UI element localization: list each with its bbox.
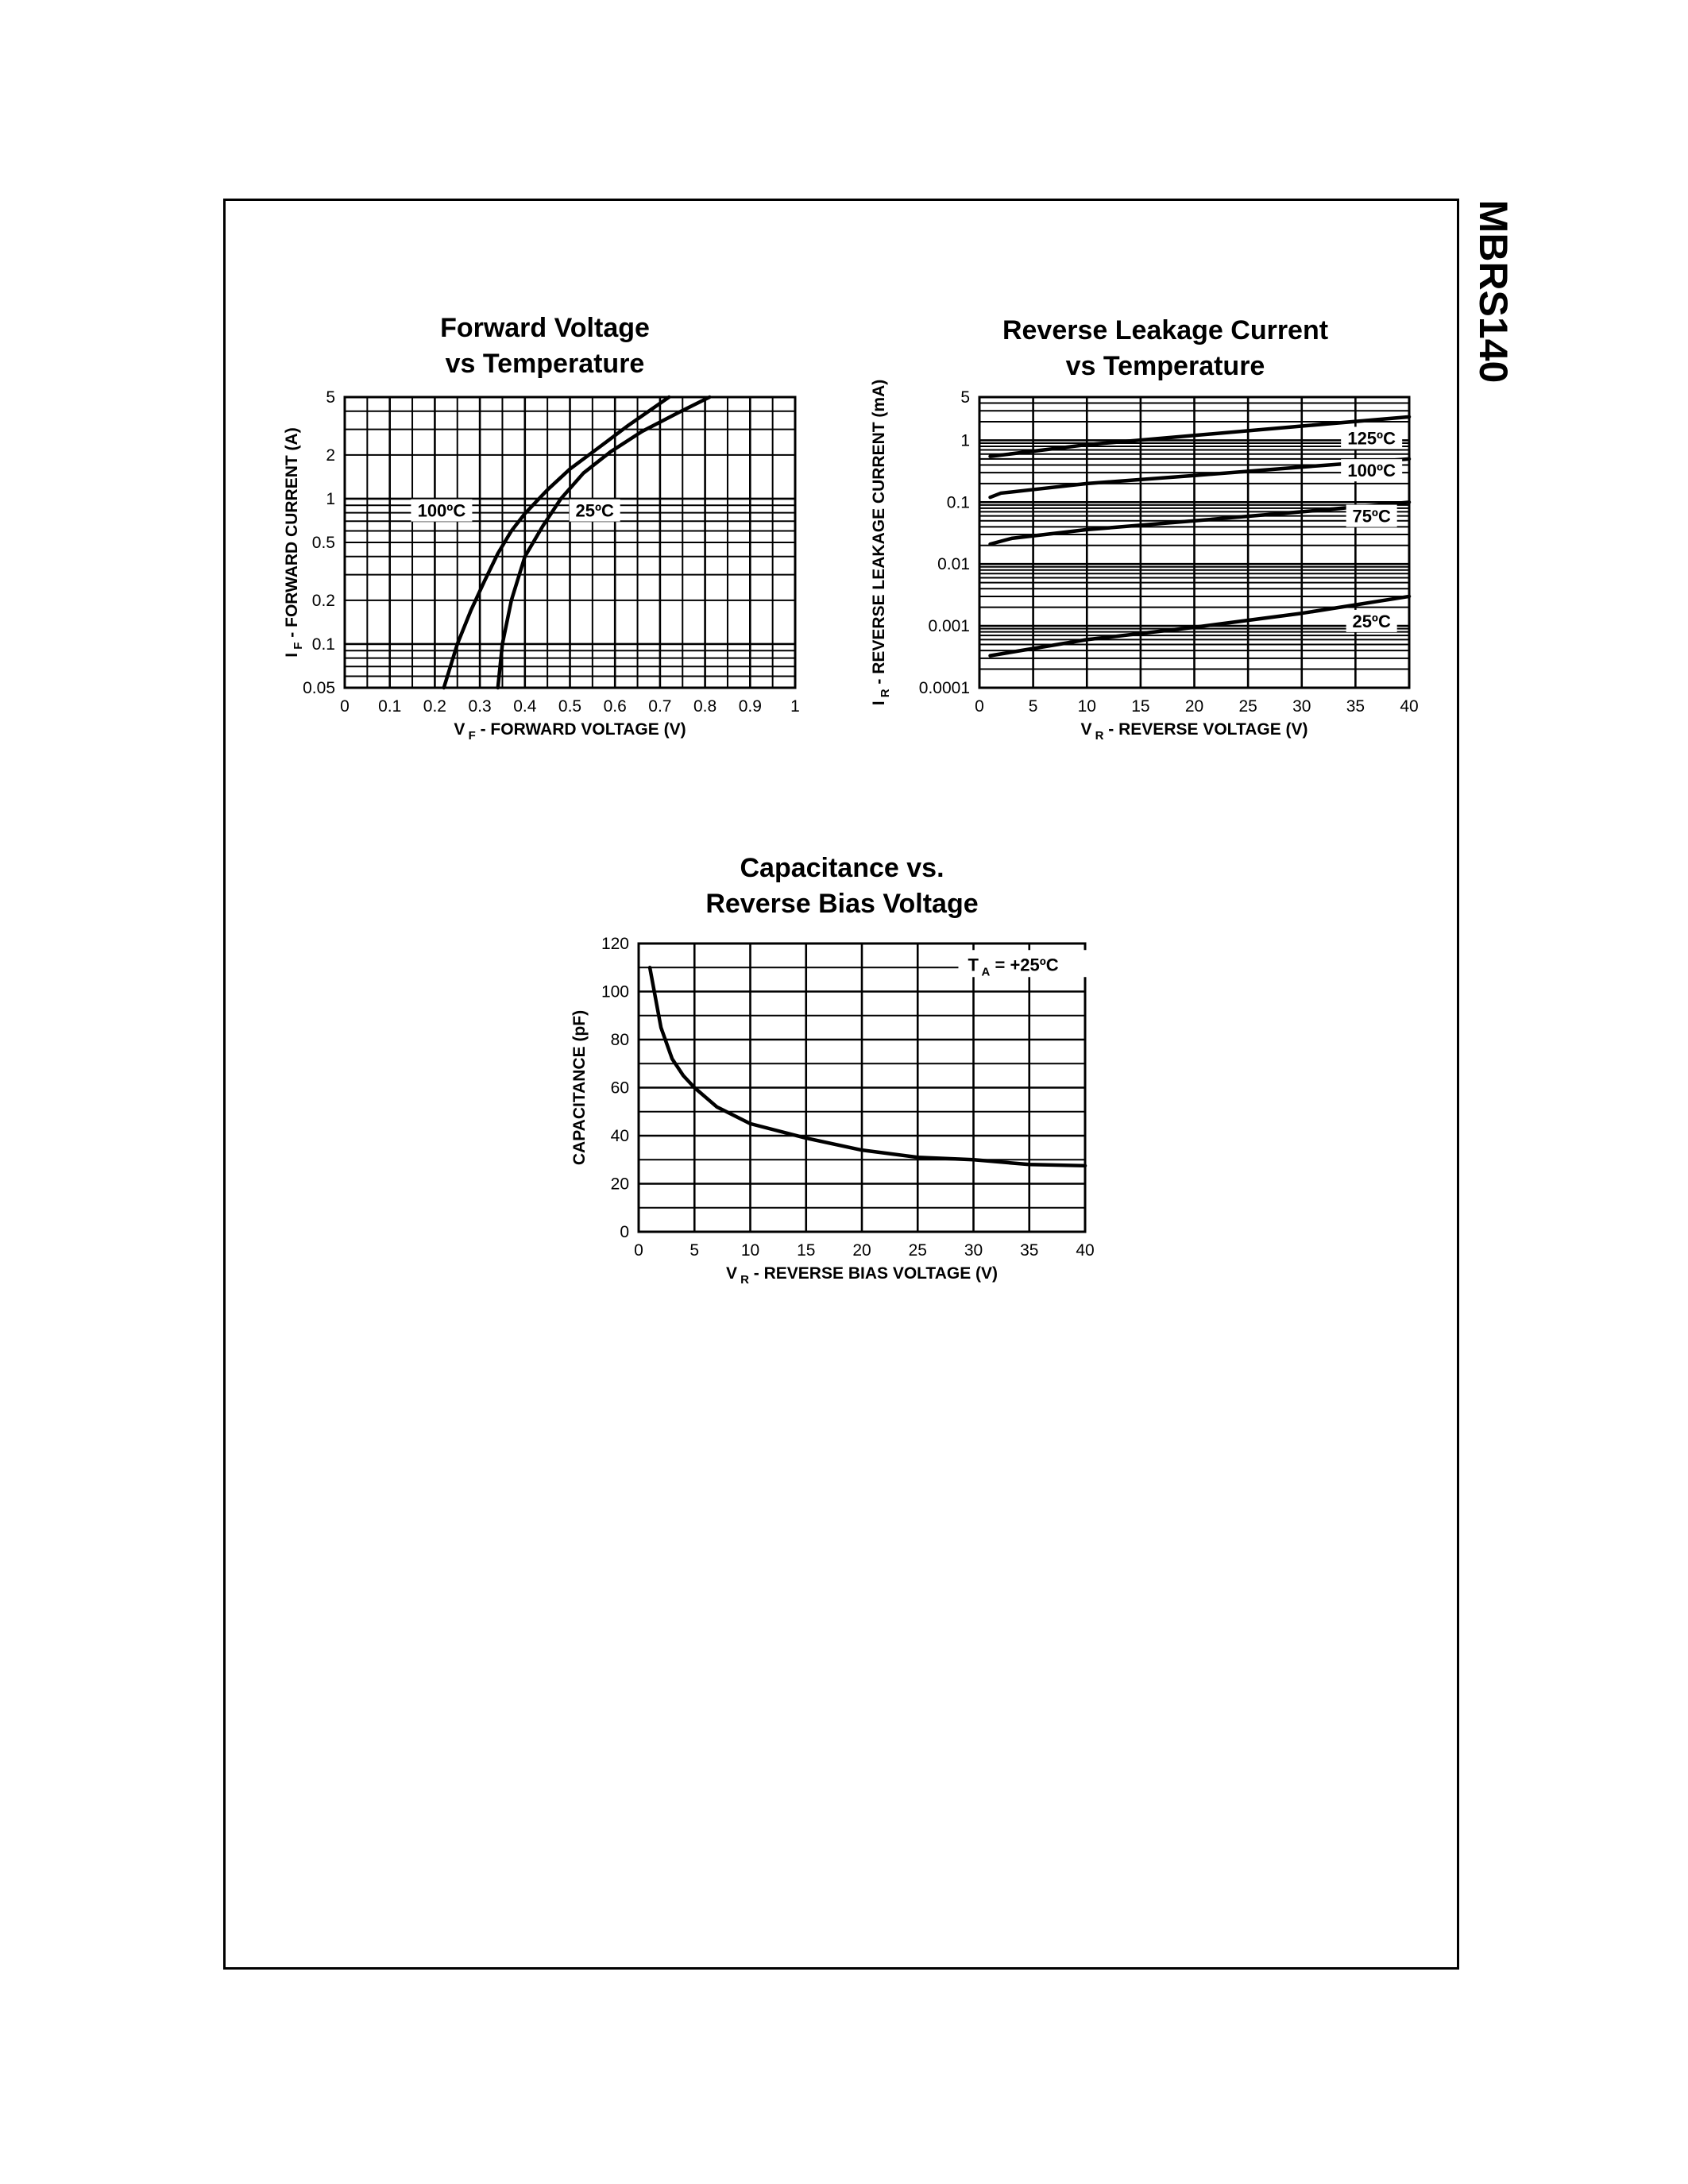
x-tick-label: 30 xyxy=(964,1241,983,1260)
x-tick-label: 30 xyxy=(1292,697,1311,716)
y-tick-label: 0.2 xyxy=(311,591,335,610)
x-tick-label: 35 xyxy=(1346,697,1365,716)
y-axis-label: I $_F$ - FORWARD CURRENT (A) xyxy=(283,427,305,658)
y-tick-label: 0.001 xyxy=(928,617,970,636)
x-tick-label: 20 xyxy=(852,1241,871,1260)
x-tick-label: 40 xyxy=(1400,697,1419,716)
temperature-annotation: T $_A$ = +25ºC xyxy=(968,955,1059,979)
x-tick-label: 0 xyxy=(634,1241,643,1260)
x-tick-label: 0.6 xyxy=(603,697,627,716)
series-label: 25ºC xyxy=(1352,611,1391,631)
y-tick-label: 100 xyxy=(601,982,629,1001)
y-tick-label: 0.0001 xyxy=(918,679,970,697)
y-tick-label: 2 xyxy=(326,446,335,465)
x-tick-label: 0.4 xyxy=(513,697,537,716)
y-tick-label: 60 xyxy=(610,1078,629,1098)
y-tick-label: 80 xyxy=(610,1031,629,1049)
y-tick-label: 120 xyxy=(601,935,629,953)
y-tick-label: 40 xyxy=(610,1127,629,1145)
series-label: 100ºC xyxy=(417,500,466,521)
y-tick-label: 1 xyxy=(326,489,335,508)
chart-title-line: vs Temperature xyxy=(445,349,645,379)
y-tick-label: 0.05 xyxy=(303,679,335,697)
part-number-text: MBRS140 xyxy=(1471,199,1516,384)
series-label: 125ºC xyxy=(1347,428,1396,449)
x-tick-label: 0.5 xyxy=(558,697,582,716)
series-label: 25ºC xyxy=(575,500,614,521)
x-tick-label: 15 xyxy=(797,1241,816,1260)
y-tick-label: 5 xyxy=(960,388,970,407)
y-axis-label: CAPACITANCE (pF) xyxy=(570,1009,589,1166)
x-tick-label: 0.9 xyxy=(738,697,762,716)
y-tick-label: 5 xyxy=(326,388,335,407)
x-axis-label: V $_R$ - REVERSE BIAS VOLTAGE (V) xyxy=(725,1264,999,1287)
x-tick-label: 15 xyxy=(1131,697,1150,716)
series-label: 75ºC xyxy=(1352,506,1391,527)
x-tick-label: 35 xyxy=(1020,1241,1039,1260)
chart-title-line: Forward Voltage xyxy=(440,313,650,343)
x-tick-label: 20 xyxy=(1184,697,1204,716)
x-tick-label: 0.3 xyxy=(468,697,492,716)
x-tick-label: 0.1 xyxy=(378,697,402,716)
x-axis-label: V $_R$ - REVERSE VOLTAGE (V) xyxy=(1080,720,1308,743)
chart-title-line: Reverse Bias Voltage xyxy=(705,889,979,919)
x-tick-label: 0 xyxy=(340,697,350,716)
x-tick-label: 0 xyxy=(975,697,984,716)
x-tick-label: 10 xyxy=(1077,697,1096,716)
x-tick-label: 5 xyxy=(689,1241,700,1260)
y-tick-label: 0 xyxy=(620,1223,629,1241)
x-axis-label: V $_F$ - FORWARD VOLTAGE (V) xyxy=(454,720,686,743)
x-tick-label: 25 xyxy=(908,1241,927,1260)
x-tick-label: 0.7 xyxy=(648,697,672,716)
x-tick-label: 0.2 xyxy=(423,697,447,716)
y-tick-label: 0.1 xyxy=(946,493,970,512)
chart-title-line: vs Temperature xyxy=(1065,351,1265,381)
chart-title-line: Capacitance vs. xyxy=(740,853,944,883)
x-tick-label: 10 xyxy=(740,1241,760,1260)
y-tick-label: 0.5 xyxy=(311,534,335,552)
series-label: 100ºC xyxy=(1347,461,1396,481)
y-axis-label: I $_R$ - REVERSE LEAKAGE CURRENT (mA) xyxy=(870,379,892,706)
y-tick-label: 20 xyxy=(610,1175,629,1194)
x-tick-label: 0.8 xyxy=(693,697,717,716)
y-tick-label: 0.1 xyxy=(311,635,335,654)
y-tick-label: 1 xyxy=(960,431,970,450)
x-tick-label: 40 xyxy=(1076,1241,1095,1260)
x-tick-label: 25 xyxy=(1238,697,1257,716)
chart-title-line: Reverse Leakage Current xyxy=(1002,315,1329,345)
x-tick-label: 1 xyxy=(790,697,800,716)
x-tick-label: 5 xyxy=(1028,697,1038,716)
y-tick-label: 0.01 xyxy=(937,555,970,574)
